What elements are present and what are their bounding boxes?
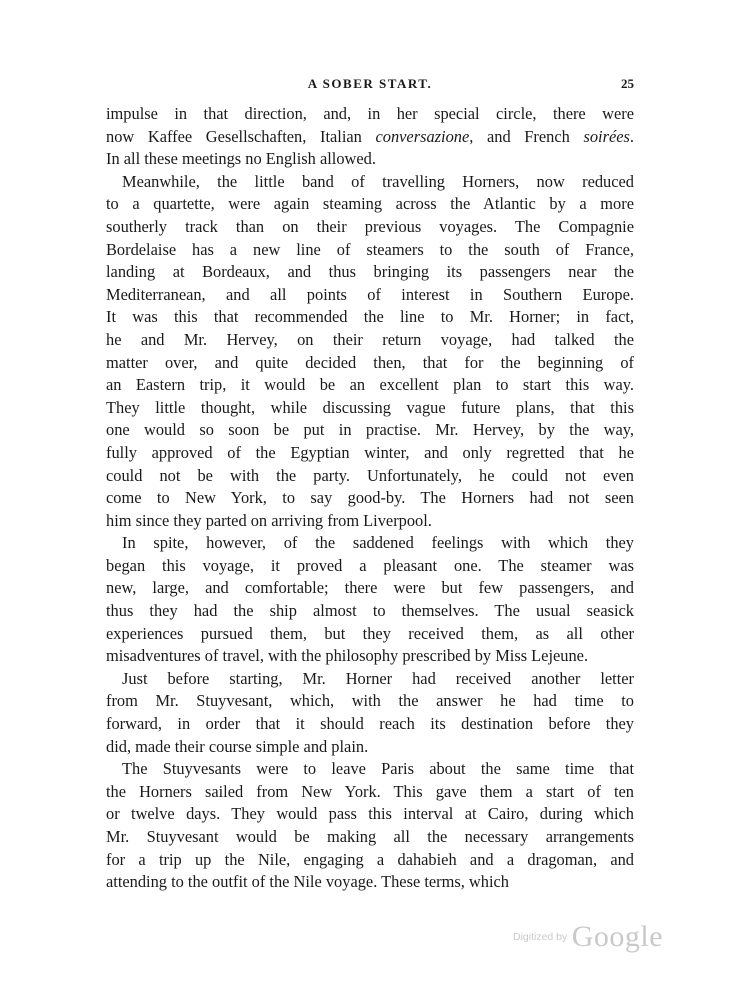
text-line: him since they parted on arriving from Liverpool. — [106, 510, 432, 530]
text-line: for a trip up the Nile, engaging a dahabieh and a dragoman, and — [106, 849, 634, 869]
text-line: thus they had the ship almost to themselves. The usual seasick — [106, 601, 634, 621]
text-line: he and Mr. Hervey, on their return voyage, had talked the — [106, 329, 634, 349]
text-line: misadventures of travel, with the philosophy prescribed by Miss Lejeune. — [106, 646, 589, 666]
text-line: Just before starting, Mr. Horner had received another letter — [122, 668, 634, 688]
text-line: to a quartette, were again steaming across the Atlantic by a more — [106, 194, 634, 214]
page-number: 25 — [621, 76, 634, 91]
paragraph — [106, 758, 634, 894]
paragraph — [106, 103, 634, 171]
text-line: did, made their course simple and plain. — [106, 736, 369, 756]
text-line: from Mr. Stuyvesant, which, with the answer he had time to — [106, 691, 634, 711]
text-line: southerly track than on their previous voyages. The Compagnie — [106, 216, 634, 236]
digitized-by-google-watermark — [513, 920, 663, 954]
text-line: Mr. Stuyvesant would be making all the necessary arrangements — [106, 827, 634, 846]
text-line: matter over, and quite decided then, that for the beginning of — [106, 352, 634, 372]
text-line: experiences pursued them, but they received them, as all other — [106, 623, 634, 643]
text-line: landing at Bordeaux, and thus bringing its passengers near the — [106, 262, 634, 282]
google-logo: Google — [571, 920, 664, 953]
paragraph — [106, 668, 634, 758]
text-line: new, large, and comfortable; there were but few passengers, and — [106, 578, 634, 598]
text-line: began this voyage, it proved a pleasant one. The steamer was — [106, 555, 634, 575]
text-line: Bordelaise has a new line of steamers to the south of France, — [106, 239, 634, 259]
paragraph — [106, 171, 634, 533]
text-line: fully approved of the Egyptian winter, and only regretted that he — [106, 442, 634, 462]
text-line: They little thought, while discussing vague future plans, that this — [106, 397, 634, 417]
text-line: one would so soon be put in practise. Mr. Hervey, by the way, — [106, 420, 634, 440]
text-line: In all these meetings no English allowed. — [106, 149, 376, 169]
text-line: an Eastern trip, it would be an excellent plan to start this way. — [106, 375, 634, 395]
text-line: forward, in order that it should reach its destination before they — [106, 714, 634, 734]
text-line: In spite, however, of the saddened feelings with which they — [122, 533, 634, 553]
text-line: Meanwhile, the little band of travelling Horners, now reduced — [122, 171, 634, 191]
text-line: or twelve days. They would pass this interval at Cairo, during which — [106, 804, 634, 824]
paragraph — [106, 532, 634, 668]
text-line: come to New York, to say good-by. The Horners had not seen — [106, 488, 634, 508]
text-line: The Stuyvesants were to leave Paris about the same time that — [122, 759, 634, 779]
text-line: attending to the outfit of the Nile voyage. These terms, which — [106, 872, 509, 892]
running-title: A SOBER START. — [307, 76, 433, 91]
text-line: It was this that recommended the line to Mr. Horner; in fact, — [106, 307, 634, 327]
text-line: the Horners sailed from New York. This gave them a start of ten — [106, 781, 634, 801]
watermark-prefix: Digitized by — [513, 931, 568, 943]
body-text — [106, 103, 634, 894]
page-header — [106, 76, 634, 96]
text-line: impulse in that direction, and, in her special circle, there were — [106, 104, 634, 123]
text-line: Mediterranean, and all points of interest in Southern Europe. — [106, 284, 634, 304]
text-line: could not be with the party. Unfortunately, he could not even — [106, 465, 634, 485]
text-line: now Kaffee Gesellschaften, Italian conversazione, and French soirées. — [106, 126, 634, 146]
